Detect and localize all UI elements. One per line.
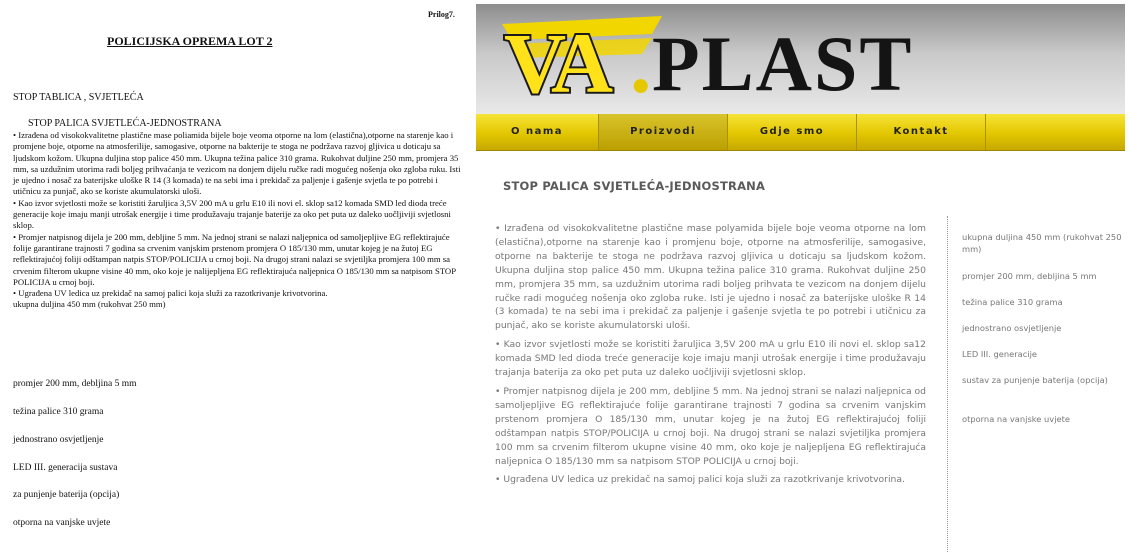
nav-divider [985, 114, 986, 150]
column-divider [947, 216, 948, 552]
nav-gdje-smo[interactable]: Gdje smo [759, 126, 825, 137]
paragraph: • Promjer natpisnog dijela je 200 mm, debljine 5 mm. Na jednoj strani se nalazi naljepnica od samoljepljive EG reflektirajuće folije garantirane trajnosti 7 godina sa crvenim vanjskim prstenom promjera O 185/130 mm, unutar kojeg je na žutoj EG reflektirajućoj foliji odštampan natpis STOP/POLICIJA u crnoj boji. Na drugoj strani nalazi se svjetiljka promjera 100 mm sa crvenim filterom ukupne visine 40 mm, oko koje je nalijepljena EG reflektirajuća naljepnica O 185/130 mm sa natpisom STOP POLICIJA u crnoj boji. [13, 231, 456, 287]
product-description [495, 222, 926, 492]
attachment-label: Prilog7. [428, 10, 455, 19]
svg-text:VA: VA [504, 15, 610, 106]
spec-line: LED III. generacija sustava [13, 463, 118, 473]
spec-line: otporna na vanjske uvjete [13, 518, 111, 528]
sidebar-spec: sustav za punjenje baterija (opcija) [962, 375, 1108, 385]
section-heading: STOP TABLICA , SVJETLEĆA [13, 92, 144, 103]
paragraph: • Izrađena od visokokvalitetne plastične mase poliamida bijele boje veoma otporne na lom (elastična),otporne na starenje kao i promjene boje, otporne na atmosferilije, samogasive, otporne na bakterije te stoga ne podržava razvoj gljivica u doticaju sa ljudskom kožom. Ukupna duljina stop palice 450 mm. Ukupna težina palice 310 grama. Rukohvat duljine 250 mm, promjera 35 mm, sa uzdužnim utorima radi boljeg prihvaćanja te vezicom na donjem dijelu ručke radi mogućeg nošenja oko zgloba ruku. Isti je ujedno i nosač za baterijske uloške R 14 (3 komada) te na sebi ima i prekidač za paljenje i gašenje svjetla te po potrebi i utičnicu za punjač, ako se koriste akumulatorski uloši. [13, 130, 461, 197]
sidebar-spec: otporna na vanjske uvjete [962, 414, 1070, 424]
paragraph: • Ugrađena UV ledica uz prekidač na samoj palici koja služi za razotkrivanje krivotvorina. [495, 474, 905, 486]
document-body [13, 130, 463, 311]
spec-line: promjer 200 mm, debljina 5 mm [13, 379, 137, 389]
main-nav [476, 114, 1125, 151]
paragraph: • Ugrađena UV ledica uz prekidač na samoj palici koja služi za razotkrivanje krivotvorina. [13, 288, 328, 299]
paragraph: • Kao izvor svjetlosti može se koristiti žarulјica 3,5V 200 mA u grlu E10 ili novi el. sklop sa12 komada SMD led dioda treće generacije koje imaju manji utrošak energije i time produžavaju trajanje baterije za oko pet puta uz daleko uočljiviji svjetlosni sklop. [13, 197, 451, 231]
svg-text:PLAST: PLAST [652, 20, 914, 106]
sidebar-spec: jednostrano osvjetljenje [962, 323, 1062, 333]
paragraph: • Kao izvor svjetlosti može se koristiti žaruljica 3,5V 200 mA u grlu E10 ili novi el. sklop sa12 komada SMD led dioda treće generacije koje imaju manji utrošak energije i time produžavaju trajanja baterija za oko pet puta uz daleko uočljiviji svjetlosni sklop. [495, 339, 926, 379]
spec-line: za punjenje baterija (opcija) [13, 490, 120, 500]
sidebar-spec: ukupna duljina 450 mm (rukohvat 250 mm) [962, 232, 1122, 254]
product-subtitle: STOP PALICA SVJETLEĆA-JEDNOSTRANA [28, 118, 222, 129]
spec-line: jednostrano osvjetljenje [13, 435, 104, 445]
nav-proizvodi[interactable]: Proizvodi [599, 114, 727, 150]
scanned-document [0, 0, 468, 554]
spec-line: težina palice 310 grama [13, 407, 104, 417]
vaplast-logo[interactable] [502, 10, 922, 106]
site-header [476, 4, 1125, 114]
document-title: POLICIJSKA OPREMA LOT 2 [107, 34, 273, 48]
website-screenshot [476, 4, 1125, 552]
svg-text:.: . [630, 15, 652, 106]
sidebar-spec: LED III. generacije [962, 349, 1038, 359]
nav-o-nama[interactable]: O nama [510, 126, 564, 137]
nav-kontakt[interactable]: Kontakt [893, 126, 949, 137]
paragraph: • Promjer natpisnog dijela je 200 mm, debljine 5 mm. Na jednoj strani se nalazi naljepnica od samoljepljive EG reflektirajuće folije garantirane trajnosti 7 godina sa crvenim vanjskim prstenom promjera O 185/130 mm, unutar kojeg je na žutoj EG reflektirajućoj foliji odštampan natpis STOP/POLICIJA u crnoj boji. Na drugoj strani se nalazi svjetiljka promjera 100 mm sa crvenim filterom ukupne visine 40 mm, oko koje je naljepljena EG reflektirajuća naljepnica O 185/130 mm sa natpisom STOP POLICIJA u crnoj boji. [495, 385, 926, 467]
sidebar-spec: promjer 200 mm, debljina 5 mm [962, 271, 1097, 281]
sidebar-spec: težina palice 310 grama [962, 297, 1063, 307]
page-title: STOP PALICA SVJETLEĆA-JEDNOSTRANA [503, 179, 766, 193]
spec-line: ukupna duljina 450 mm (rukohvat 250 mm) [13, 299, 166, 310]
paragraph: • Izrađena od visokokvalitetne plastične mase polyamida bijele boje veoma otporne na lom (elastična),otporne na starenje kao i promjenu boje, otporne na atmosferilije, samogasive, otporne na bakterije te stoga ne podržava razvoj gljivica u doticaju sa ljudskom kožom. Ukupna duljina stop palice 450 mm. Ukupna težina palice 310 grama. Rukohvat duljine 250 mm, promjera 35 mm, sa uzdužnim utorima radi boljeg prihvata te vezicom na donjem dijelu ručke radi mogućeg nošenja oko zgloba ruke. Isti je ujedno i nosač za baterijske uloške R 14 (3 komada) te na sebi ima i prekidač za paljenje i gašenje svjetla te po potrebi i utičnicu za punjač, ako se koriste akumulatorski uloši. [495, 223, 926, 332]
